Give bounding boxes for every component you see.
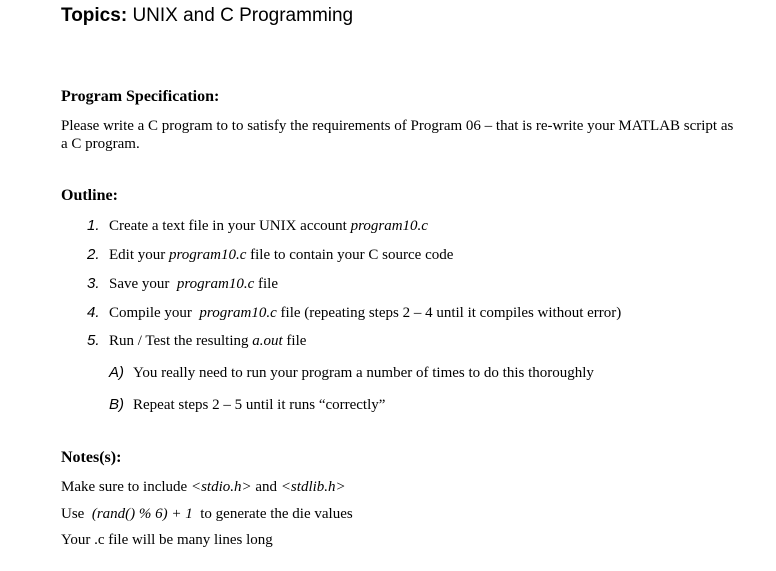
notes-line: Your .c file will be many lines long (61, 532, 273, 548)
step-number: 5. (87, 332, 100, 349)
step-number: 1. (87, 217, 100, 234)
step-text-end: file (254, 276, 279, 292)
outline-step (87, 275, 278, 293)
step-number: 2. (87, 246, 100, 263)
substep-text: Repeat steps 2 – 5 until it runs “correctly” (133, 397, 386, 413)
notes-text-end: to generate the die values (192, 506, 353, 522)
step-text-end: file to contain your C source code (246, 247, 454, 263)
step-number: 4. (87, 304, 100, 321)
substep-letter: A) (109, 364, 124, 381)
step-emphasis: program10.c (169, 247, 247, 263)
notes-code-expression: (rand() % 6) + 1 (91, 506, 193, 522)
outline-step (87, 217, 428, 235)
step-text-end: file (repeating steps 2 – 4 until it compiles without error) (276, 305, 622, 321)
notes-line (61, 478, 346, 496)
outline-step (87, 332, 306, 350)
topics-value: UNIX and C Programming (132, 5, 354, 26)
notes-heading: Notes(s): (61, 449, 122, 466)
topics-label: Topics: (61, 5, 128, 26)
substep-letter: B) (109, 396, 124, 413)
topics-title (61, 5, 353, 27)
step-emphasis: a.out (252, 333, 283, 349)
step-text: Create a text file in your UNIX account (109, 218, 351, 234)
outline-step (87, 246, 453, 264)
notes-text: Use (61, 506, 92, 522)
notes-text: Make sure to include (61, 479, 191, 495)
step-number: 3. (87, 275, 100, 292)
spec-text: Please write a C program to to satisfy the requirements of Program 06 – that is re-write your MATLAB script as a C program. (61, 118, 734, 152)
substep-text: You really need to run your program a number of times to do this thoroughly (133, 365, 594, 381)
spec-heading: Program Specification: (61, 88, 220, 105)
notes-line (61, 505, 353, 523)
step-text: Edit your (109, 247, 169, 263)
notes-text-mid: and (251, 479, 281, 495)
notes-header-stdio: <stdio.h> (190, 479, 252, 495)
step-text: Run / Test the resulting (109, 333, 253, 349)
notes-header-stdlib: <stdlib.h> (280, 479, 346, 495)
step-emphasis: program10.c (350, 218, 428, 234)
outline-heading: Outline: (61, 187, 118, 204)
outline-substep (109, 364, 594, 382)
step-emphasis: program10.c (199, 305, 277, 321)
step-text: Compile your (109, 305, 200, 321)
step-text-end: file (282, 333, 307, 349)
step-emphasis: program10.c (176, 276, 255, 292)
outline-substep (109, 396, 385, 414)
outline-step (87, 304, 621, 322)
step-text: Save your (109, 276, 177, 292)
